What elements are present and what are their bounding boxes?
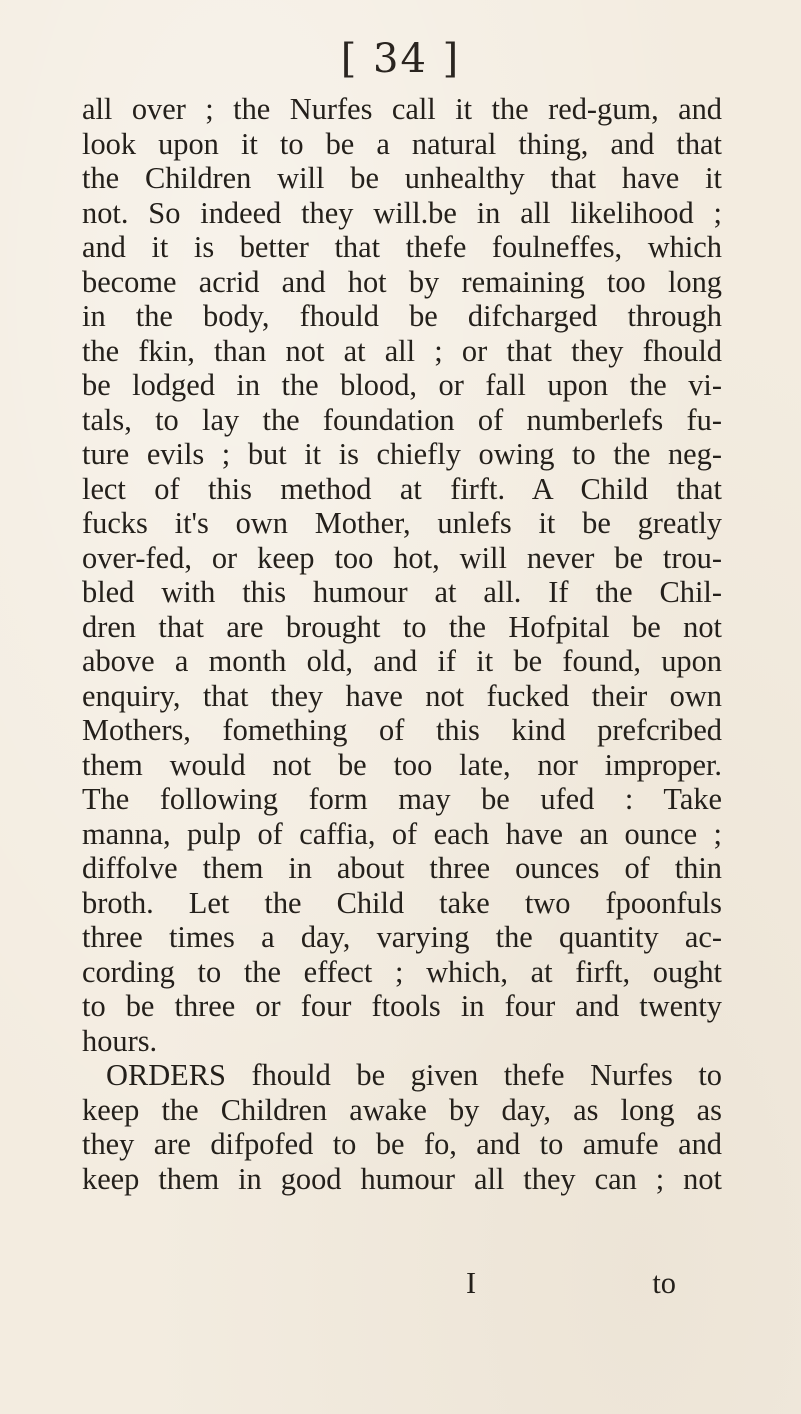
text-line: manna, pulp of caffia, of each have an ounce ; [82,816,722,851]
text-line: Mothers, fomething of this kind prefcribed [82,713,722,747]
text-line: broth. Let the Child take two fpoonfuls [82,885,722,920]
text-line: keep the Children awake by day, as long as [82,1092,722,1127]
text-line: cording to the effect ; which, at firft, ought [82,954,722,989]
text-line: be lodged in the blood, or fall upon the vi- [82,368,722,402]
text-line: them would not be too late, nor improper. [82,747,722,782]
text-line: the fkin, than not at all ; or that they fhould [82,333,722,368]
text-line: three times a day, varying the quantity ac- [82,920,722,954]
text-line: dren that are brought to the Hofpital be not [82,609,722,644]
text-line: The following form may be ufed : Take [82,782,722,816]
body-text [82,92,722,1196]
text-line: tals, to lay the foundation of numberlefs fu- [82,402,722,437]
text-line: become acrid and hot by remaining too long [82,264,722,299]
page-number: [ 34 ] [340,36,461,82]
page-footer [82,1266,722,1302]
text-line: keep them in good humour all they can ; not [82,1161,722,1196]
text-line: bled with this humour at all. If the Chil- [82,575,722,609]
text-line: lect of this method at firft. A Child that [82,471,722,506]
text-line: in the body, fhould be difcharged through [82,299,722,333]
text-line: and it is better that thefe foulneffes, which [82,230,722,264]
text-line: not. So indeed they will.be in all likelihood ; [82,195,722,230]
text-line: diffolve them in about three ounces of thin [82,851,722,885]
text-line: to be three or four ftools in four and twenty [82,989,722,1023]
text-line: all over ; the Nurfes call it the red-gum, and [82,92,722,126]
text-line: over-fed, or keep too hot, will never be trou- [82,540,722,575]
text-line: look upon it to be a natural thing, and that [82,126,722,161]
text-line: hours. [82,1023,158,1058]
text-line: ORDERS fhould be given thefe Nurfes to [106,1058,722,1092]
signature-mark: I [466,1266,477,1300]
text-line: above a month old, and if it be found, upon [82,644,722,678]
text-line: enquiry, that they have not fucked their own [82,678,722,713]
catchword: to [652,1266,676,1300]
text-line: ture evils ; but it is chiefly owing to the neg- [82,437,722,471]
text-line: the Children will be unhealthy that have it [82,161,722,195]
text-line: fucks it's own Mother, unlefs it be greatly [82,506,722,540]
text-line: they are difpofed to be fo, and to amufe and [82,1127,722,1161]
